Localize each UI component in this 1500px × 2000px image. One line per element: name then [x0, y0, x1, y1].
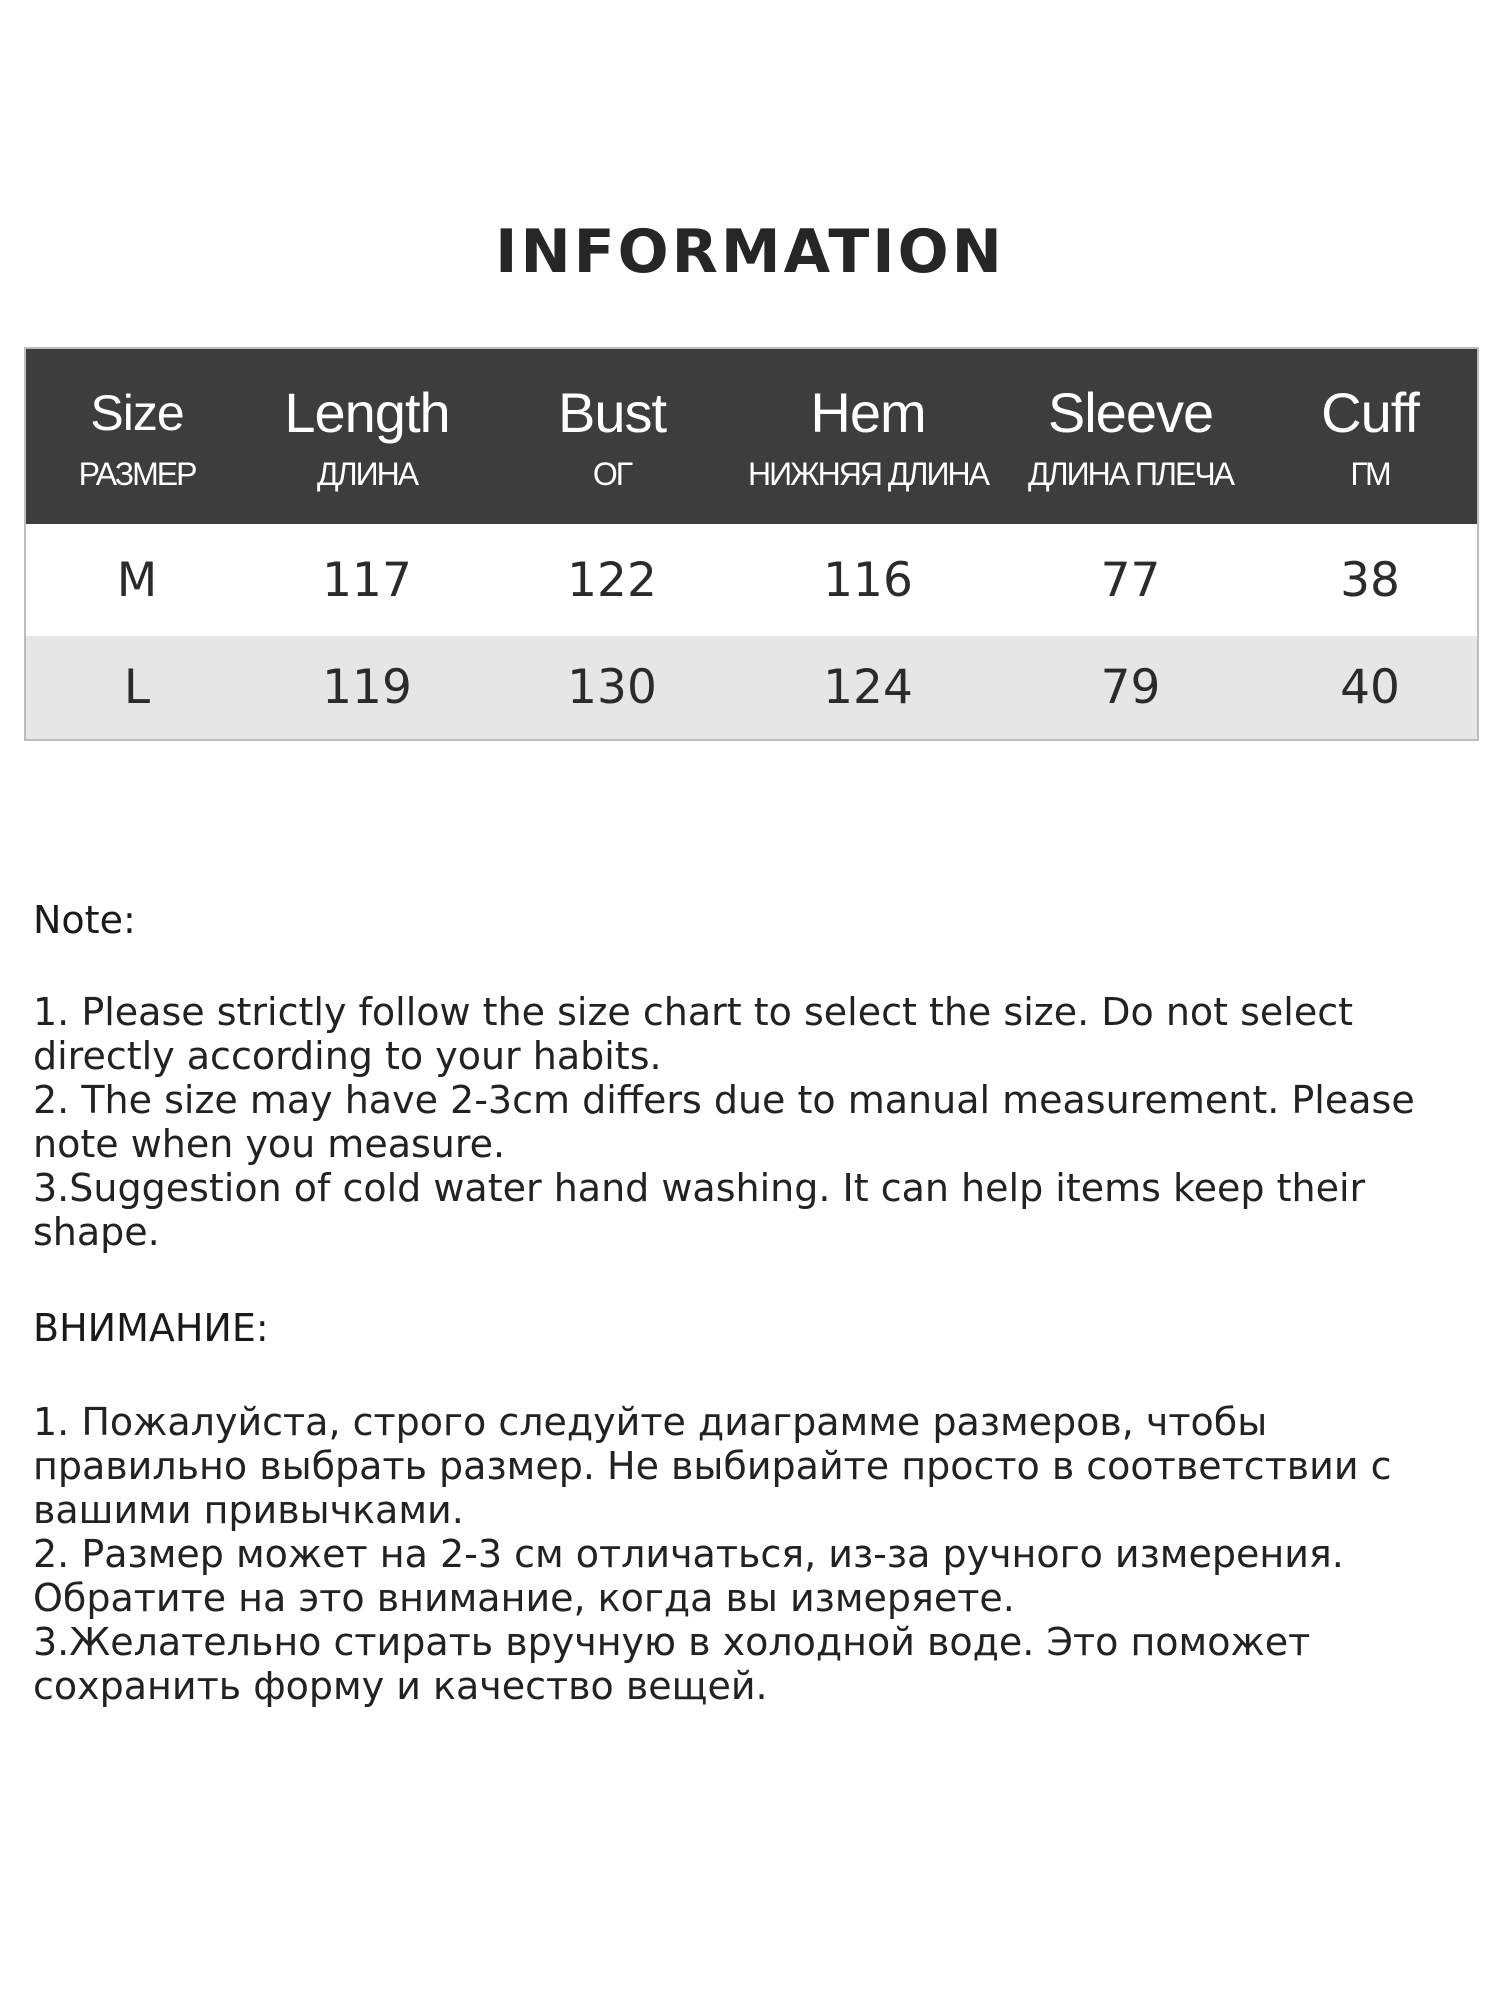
table-row	[26, 524, 1477, 636]
header-hem	[738, 349, 998, 524]
header-label-en: Length	[284, 380, 450, 444]
header-label-en: Bust	[557, 380, 667, 444]
header-label-en: Cuff	[1321, 380, 1419, 444]
cell-size: L	[123, 660, 151, 715]
cell-hem: 116	[823, 552, 913, 608]
header-length	[248, 349, 486, 524]
header-label-en: Sleeve	[1047, 380, 1214, 444]
cell-cuff: 40	[1340, 660, 1400, 715]
table-row	[26, 636, 1477, 739]
cell-length: 117	[322, 552, 412, 608]
header-label-ru: ГМ	[1350, 455, 1390, 492]
cell-sleeve: 77	[1100, 552, 1161, 608]
header-bust	[486, 349, 738, 524]
header-label-ru: НИЖНЯЯ ДЛИНА	[748, 455, 988, 492]
header-cuff	[1263, 349, 1477, 524]
note-list-ru	[33, 1400, 1473, 1708]
header-label-en: Size	[90, 384, 184, 441]
note-item: 3.Желательно стирать вручную в холодной воде. Это поможет сохранить форму и качество вещей.	[33, 1620, 1311, 1708]
header-label-ru: РАЗМЕР	[78, 455, 196, 492]
header-label-ru: ДЛИНА	[316, 455, 418, 492]
header-label-ru: ОГ	[592, 455, 632, 492]
cell-size: M	[116, 552, 158, 608]
cell-sleeve: 79	[1100, 660, 1161, 715]
note-item: 2. Размер может на 2-3 см отличаться, из-за ручного измерения. Обратите на это внимание, когда вы измеряете.	[33, 1532, 1344, 1620]
header-label-en: Hem	[810, 380, 926, 444]
page-title: INFORMATION	[495, 217, 1005, 287]
cell-hem: 124	[823, 660, 913, 715]
note-heading-en: Note:	[33, 898, 136, 942]
note-item: 1. Please strictly follow the size chart to select the size. Do not select directly according to your habits.	[33, 990, 1354, 1078]
cell-length: 119	[322, 660, 412, 715]
note-item: 1. Пожалуйста, строго следуйте диаграмме размеров, чтобы правильно выбрать размер. Не выбирайте просто в соответствии с вашими привычками.	[33, 1400, 1392, 1532]
note-item: 2. The size may have 2-3cm differs due to manual measurement. Please note when you measure.	[33, 1078, 1415, 1166]
table-header	[26, 349, 1477, 524]
header-label-ru: ДЛИНА ПЛЕЧА	[1027, 455, 1234, 492]
header-sleeve	[998, 349, 1263, 524]
cell-bust: 122	[567, 552, 657, 608]
note-list-en	[33, 990, 1473, 1254]
cell-cuff: 38	[1340, 552, 1400, 608]
note-item: 3.Suggestion of cold water hand washing. It can help items keep their shape.	[33, 1166, 1366, 1254]
header-size	[26, 349, 248, 524]
cell-bust: 130	[567, 660, 657, 715]
size-table	[24, 347, 1479, 741]
note-heading-ru: ВНИМАНИЕ:	[33, 1306, 269, 1350]
